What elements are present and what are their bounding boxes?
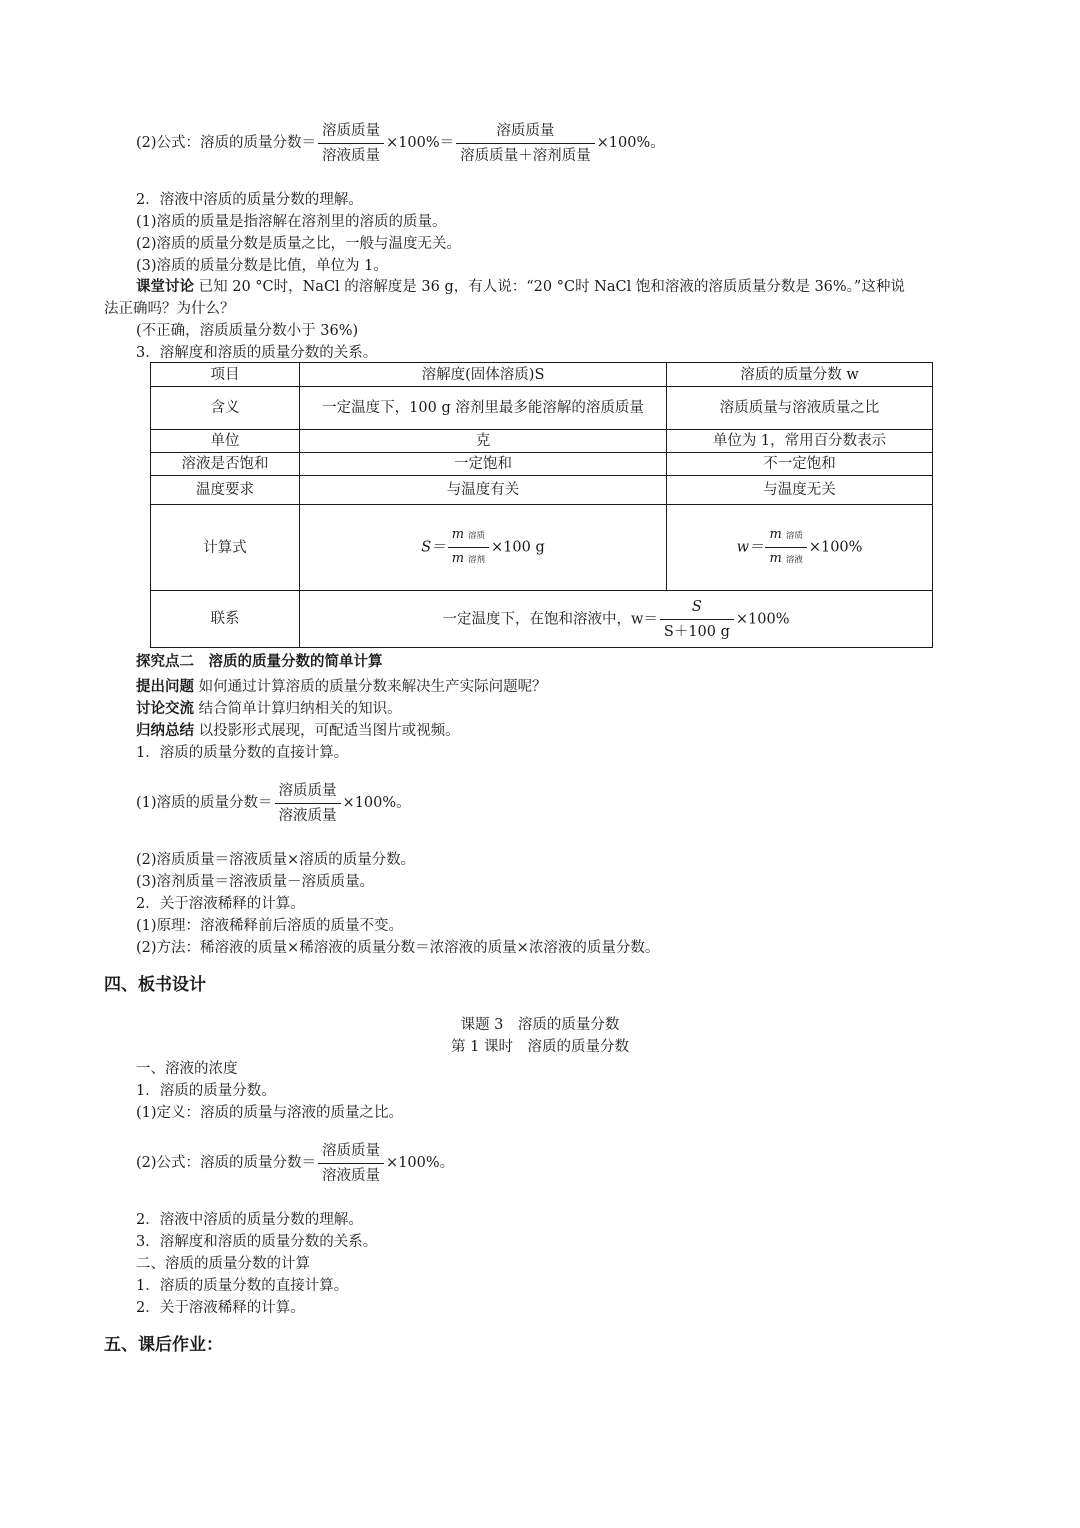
fraction-solute-over-solution (275, 782, 341, 825)
comparison-table (150, 362, 933, 648)
table-row (151, 387, 933, 430)
table-cell: 计算式 (151, 505, 300, 591)
formula-prefix: (2)公式：溶质的质量分数＝ (136, 135, 317, 151)
board-subtitle: 第 1 课时 溶质的质量分数 (451, 1039, 629, 1055)
numerator: 溶质质量 (496, 122, 555, 139)
numerator: S (691, 598, 702, 615)
table-row (151, 476, 933, 505)
formula-suffix: ×100 g (491, 539, 545, 556)
formula-suffix: ×100%。 (596, 135, 665, 151)
numerator: m 溶质 (451, 527, 486, 542)
board-line: 2．关于溶液稀释的计算。 (136, 1300, 305, 1316)
formula-lhs: S＝ (421, 539, 446, 556)
discussion-label: 课堂讨论 (136, 278, 194, 295)
board-line: 二、溶质的质量分数的计算 (136, 1256, 310, 1272)
understanding-item: (3)溶质的质量分数是比值，单位为 1。 (136, 258, 388, 274)
denominator: 溶质质量＋溶剂质量 (460, 147, 591, 164)
dilution-method: (2)方法：稀溶液的质量×稀溶液的质量分数＝浓溶液的质量×浓溶液的质量分数。 (136, 940, 660, 956)
table-header: 溶解度(固体溶质)S (300, 363, 667, 387)
board-title: 课题 3 溶质的质量分数 (460, 1017, 620, 1033)
formula-lhs: w＝ (736, 539, 764, 556)
denominator: 溶液质量 (322, 147, 381, 164)
link-formula-cell (300, 591, 933, 648)
calc-line: (3)溶剂质量＝溶液质量－溶质质量。 (136, 874, 375, 890)
formula-prefix: (1)溶质的质量分数＝ (136, 795, 273, 811)
table-cell: 一定温度下，100 g 溶剂里最多能溶解的溶质质量 (300, 387, 667, 430)
table-cell: 克 (300, 430, 667, 453)
discussion-exchange-text: 结合简单计算归纳相关的知识。 (198, 701, 402, 717)
calc-item-1: 1．溶质的质量分数的直接计算。 (136, 745, 349, 761)
discussion-exchange-label: 讨论交流 (136, 700, 194, 717)
section-heading-homework: 五、课后作业： (104, 1335, 223, 1355)
discussion-line (136, 277, 905, 297)
link-prefix: 一定温度下，在饱和溶液中，w＝ (442, 611, 658, 627)
explore2-title: 探究点二 溶质的质量分数的简单计算 (136, 653, 383, 670)
understanding-heading: 2．溶液中溶质的质量分数的理解。 (136, 192, 363, 208)
board-line: (1)定义：溶质的质量与溶液的质量之比。 (136, 1105, 404, 1121)
dilution-principle: (1)原理：溶液稀释前后溶质的质量不变。 (136, 918, 404, 934)
formula-suffix: ×100%。 (342, 795, 411, 811)
table-row-calc (151, 505, 933, 591)
direct-calc-formula (136, 780, 411, 826)
table-header: 溶质的质量分数 w (667, 363, 933, 387)
numerator: m 溶质 (769, 527, 803, 542)
discussion-text: 已知 20 °C时，NaCl 的溶解度是 36 g，有人说：“20 °C时 NaCl 饱和溶液的溶质质量分数是 36%。”这种说 (198, 279, 905, 295)
mass-fraction-formula-cell (667, 505, 933, 591)
denominator: S＋100 g (663, 623, 730, 640)
board-line: 3．溶解度和溶质的质量分数的关系。 (136, 1234, 378, 1250)
denominator: 溶液质量 (322, 1167, 381, 1184)
table-cell: 温度要求 (151, 476, 300, 505)
discussion-answer: (不正确，溶质质量分数小于 36%) (136, 323, 359, 339)
fraction-mass-fraction (765, 527, 806, 568)
discussion-exchange-line (136, 699, 402, 719)
table-row (151, 453, 933, 476)
table-cell: 含义 (151, 387, 300, 430)
understanding-item: (1)溶质的质量是指溶解在溶剂里的溶质的质量。 (136, 214, 447, 230)
table-cell: 溶质质量与溶液质量之比 (667, 387, 933, 430)
summary-text: 以投影形式展现，可配适当图片或视频。 (198, 723, 460, 739)
table-cell: 联系 (151, 591, 300, 648)
board-line: 1．溶质的质量分数的直接计算。 (136, 1278, 349, 1294)
fraction-solute-over-solution (318, 1142, 384, 1185)
relation-heading: 3．溶解度和溶质的质量分数的关系。 (136, 345, 378, 361)
table-cell: 单位为 1，常用百分数表示 (667, 430, 933, 453)
numerator: 溶质质量 (322, 1142, 381, 1159)
table-cell: 与温度有关 (300, 476, 667, 505)
fraction-solubility (448, 527, 489, 568)
table-row (151, 430, 933, 453)
solubility-formula-cell (300, 505, 667, 591)
question-label: 提出问题 (136, 678, 194, 695)
calc-item-2: 2．关于溶液稀释的计算。 (136, 896, 305, 912)
formula-prefix: (2)公式：溶质的质量分数＝ (136, 1155, 317, 1171)
board-line: 2．溶液中溶质的质量分数的理解。 (136, 1212, 363, 1228)
formula-mid: ×100%＝ (386, 135, 455, 151)
understanding-item: (2)溶质的质量分数是质量之比，一般与温度无关。 (136, 236, 462, 252)
table-header-row (151, 363, 933, 387)
board-line: 1．溶质的质量分数。 (136, 1083, 276, 1099)
formula-line-top (136, 120, 665, 166)
link-suffix: ×100% (735, 611, 790, 627)
table-cell: 溶液是否饱和 (151, 453, 300, 476)
formula-suffix: ×100% (808, 539, 863, 556)
question-line (136, 677, 547, 697)
table-cell: 与温度无关 (667, 476, 933, 505)
table-header: 项目 (151, 363, 300, 387)
summary-label: 归纳总结 (136, 722, 194, 739)
table-cell: 不一定饱和 (667, 453, 933, 476)
board-line: 一、溶液的浓度 (136, 1061, 238, 1077)
denominator: m 溶液 (769, 551, 803, 566)
fraction-link (660, 598, 734, 641)
numerator: 溶质质量 (278, 782, 337, 799)
fraction-solute-over-solution (318, 122, 384, 165)
table-cell: 一定饱和 (300, 453, 667, 476)
table-cell: 单位 (151, 430, 300, 453)
denominator: m 溶剂 (451, 551, 486, 566)
numerator: 溶质质量 (322, 122, 381, 139)
denominator: 溶液质量 (278, 807, 337, 824)
discussion-text-cont: 法正确吗？为什么？ (104, 301, 235, 317)
section-heading-board: 四、板书设计 (104, 975, 206, 995)
question-text: 如何通过计算溶质的质量分数来解决生产实际问题呢？ (198, 679, 547, 695)
board-formula (136, 1140, 454, 1186)
fraction-solute-over-sum (456, 122, 595, 165)
table-row-link (151, 591, 933, 648)
calc-line: (2)溶质质量＝溶液质量×溶质的质量分数。 (136, 852, 416, 868)
summary-line (136, 721, 460, 741)
formula-suffix: ×100%。 (386, 1155, 455, 1171)
